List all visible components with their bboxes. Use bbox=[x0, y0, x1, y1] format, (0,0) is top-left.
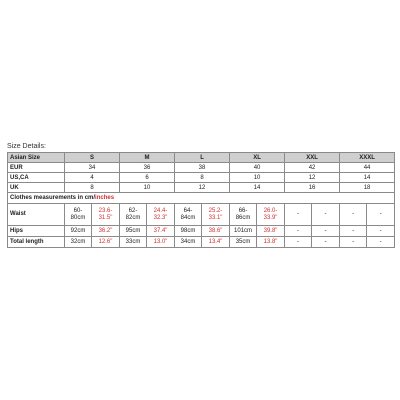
table-cell: 16 bbox=[285, 183, 340, 193]
cm-value-cell: 98cm bbox=[175, 226, 202, 237]
inch-value-cell: 26.0- 33.9" bbox=[257, 204, 285, 226]
cm-value-cell: 92cm bbox=[65, 226, 92, 237]
inch-value-cell: 38.6" bbox=[202, 226, 230, 237]
table-cell: 14 bbox=[340, 173, 395, 183]
measure-row-waist bbox=[8, 204, 395, 226]
row-label: UK bbox=[8, 183, 65, 193]
cm-value-cell: 34cm bbox=[175, 237, 202, 248]
row-label: Total length bbox=[8, 237, 65, 248]
cm-value-cell: 32cm bbox=[65, 237, 92, 248]
cm-value-cell: 95cm bbox=[120, 226, 147, 237]
size-header: L bbox=[175, 153, 230, 163]
cm-value-cell: 64- 84cm bbox=[175, 204, 202, 226]
cm-value-cell: - bbox=[285, 237, 312, 248]
inch-value-cell: 12.6" bbox=[92, 237, 120, 248]
region-row-eur bbox=[8, 163, 395, 173]
cm-value-cell: 101cm bbox=[230, 226, 257, 237]
inch-value-cell: 24.4- 32.3" bbox=[147, 204, 175, 226]
size-header: XL bbox=[230, 153, 285, 163]
inch-value-cell: 23.6- 31.5" bbox=[92, 204, 120, 226]
inch-value-cell: 36.2" bbox=[92, 226, 120, 237]
table-cell: 8 bbox=[175, 173, 230, 183]
measure-row-total-length bbox=[8, 237, 395, 248]
cm-value-cell: 33cm bbox=[120, 237, 147, 248]
size-chart bbox=[7, 142, 394, 248]
size-header: M bbox=[120, 153, 175, 163]
inch-value-cell: - bbox=[367, 237, 395, 248]
inch-value-cell: 39.8" bbox=[257, 226, 285, 237]
inch-value-cell: 37.4" bbox=[147, 226, 175, 237]
row-label: US,CA bbox=[8, 173, 65, 183]
size-header: XXL bbox=[285, 153, 340, 163]
table-cell: 42 bbox=[285, 163, 340, 173]
inch-value-cell: - bbox=[367, 204, 395, 226]
inch-value-cell: - bbox=[312, 237, 340, 248]
cm-value-cell: - bbox=[285, 226, 312, 237]
size-header: S bbox=[65, 153, 120, 163]
measure-row-hips bbox=[8, 226, 395, 237]
table-cell: 6 bbox=[120, 173, 175, 183]
inch-value-cell: 13.0" bbox=[147, 237, 175, 248]
header-row bbox=[8, 153, 395, 163]
table-cell: 38 bbox=[175, 163, 230, 173]
cm-value-cell: - bbox=[285, 204, 312, 226]
size-header: XXXL bbox=[340, 153, 395, 163]
size-table-body bbox=[8, 153, 395, 248]
inch-value-cell: 13.4" bbox=[202, 237, 230, 248]
section-label bbox=[8, 193, 395, 204]
cm-value-cell: 62- 82cm bbox=[120, 204, 147, 226]
cm-value-cell: 66- 86cm bbox=[230, 204, 257, 226]
table-cell: 34 bbox=[65, 163, 120, 173]
table-cell: 8 bbox=[65, 183, 120, 193]
header-label: Asian Size bbox=[8, 153, 65, 163]
row-label: Waist bbox=[8, 204, 65, 226]
inch-value-cell: - bbox=[312, 226, 340, 237]
region-row-us-ca bbox=[8, 173, 395, 183]
inch-value-cell: 25.2- 33.1" bbox=[202, 204, 230, 226]
size-details-title: Size Details: bbox=[7, 143, 46, 150]
table-cell: 44 bbox=[340, 163, 395, 173]
inch-value-cell: 13.8" bbox=[257, 237, 285, 248]
inch-value-cell: - bbox=[312, 204, 340, 226]
cm-value-cell: 60- 80cm bbox=[65, 204, 92, 226]
section-row bbox=[8, 193, 395, 204]
table-cell: 4 bbox=[65, 173, 120, 183]
cm-value-cell: 35cm bbox=[230, 237, 257, 248]
row-label: Hips bbox=[8, 226, 65, 237]
cm-value-cell: - bbox=[340, 204, 367, 226]
table-cell: 10 bbox=[230, 173, 285, 183]
region-row-uk bbox=[8, 183, 395, 193]
table-cell: 12 bbox=[175, 183, 230, 193]
table-cell: 14 bbox=[230, 183, 285, 193]
row-label: EUR bbox=[8, 163, 65, 173]
cm-value-cell: - bbox=[340, 226, 367, 237]
table-cell: 12 bbox=[285, 173, 340, 183]
table-cell: 18 bbox=[340, 183, 395, 193]
section-label-inches: inches bbox=[95, 195, 115, 201]
table-cell: 36 bbox=[120, 163, 175, 173]
inch-value-cell: - bbox=[367, 226, 395, 237]
size-table bbox=[7, 152, 395, 248]
cm-value-cell: - bbox=[340, 237, 367, 248]
table-cell: 40 bbox=[230, 163, 285, 173]
table-cell: 10 bbox=[120, 183, 175, 193]
section-label-main: Clothes measurements in cm/ bbox=[10, 195, 96, 201]
